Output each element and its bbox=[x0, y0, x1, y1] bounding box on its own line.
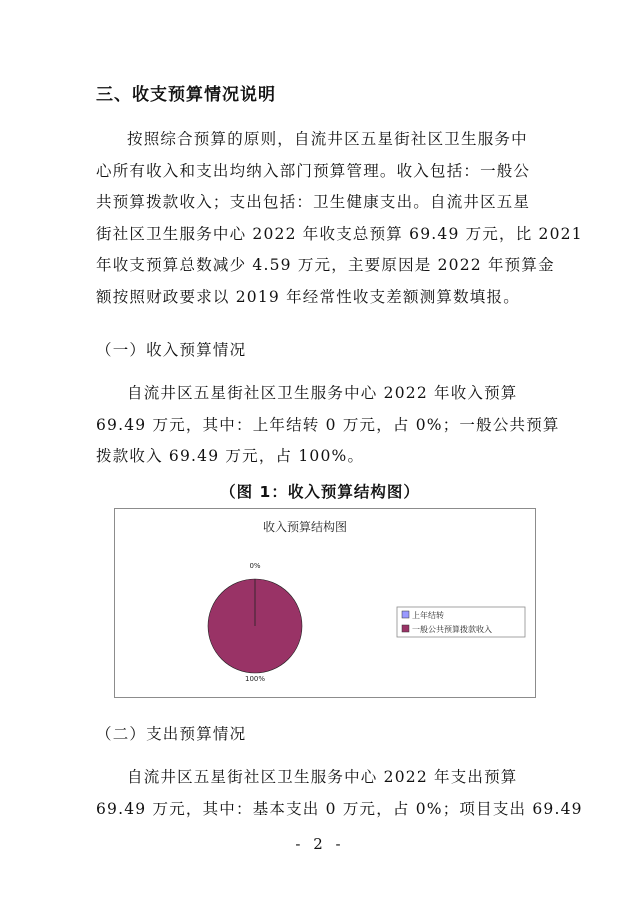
slice-label-general-budget: 100% bbox=[244, 675, 266, 683]
intro-line: 年收支预算总数减少 4.59 万元，主要原因是 2022 年预算金 bbox=[96, 256, 555, 274]
intro-line: 按照综合预算的原则，自流井区五星街社区卫生服务中 bbox=[127, 130, 528, 148]
slice-label-prior-year: 0% bbox=[249, 562, 261, 570]
expense-line: 69.49 万元，其中：基本支出 0 万元，占 0%；项目支出 69.49 bbox=[96, 799, 583, 818]
figure-caption: （图 1：收入预算结构图） bbox=[220, 483, 420, 501]
income-line: 69.49 万元，其中：上年结转 0 万元，占 0%；一般公共预算 bbox=[96, 415, 560, 434]
chart-legend bbox=[397, 607, 525, 637]
legend-label-prior-year: 上年结转 bbox=[412, 611, 444, 620]
legend-label-general-budget: 一般公共预算拨款收入 bbox=[412, 625, 492, 634]
intro-line: 街社区卫生服务中心 2022 年收支总预算 69.49 万元，比 2021 bbox=[96, 224, 583, 243]
expense-subheading: （二）支出预算情况 bbox=[96, 725, 247, 743]
pie-slices bbox=[208, 579, 302, 673]
pie-chart-svg bbox=[115, 509, 535, 697]
income-line: 拨款收入 69.49 万元，占 100%。 bbox=[96, 447, 365, 465]
legend-swatch-prior-year bbox=[402, 611, 409, 618]
expense-line: 自流井区五星街社区卫生服务中心 2022 年支出预算 bbox=[127, 768, 518, 786]
legend-swatch-general-budget bbox=[402, 625, 409, 632]
income-subheading: （一）收入预算情况 bbox=[96, 341, 247, 359]
intro-line: 心所有收入和支出均纳入部门预算管理。收入包括：一般公 bbox=[96, 161, 531, 180]
chart-title: 收入预算结构图 bbox=[262, 520, 348, 534]
expense-paragraph bbox=[96, 762, 583, 825]
intro-line: 共预算拨款收入；支出包括：卫生健康支出。自流井区五星 bbox=[96, 193, 531, 211]
section-heading: 三、收支预算情况说明 bbox=[96, 85, 276, 105]
page-number: - 2 - bbox=[295, 835, 345, 853]
intro-paragraph bbox=[96, 124, 583, 313]
income-line: 自流井区五星街社区卫生服务中心 2022 年收入预算 bbox=[127, 384, 518, 402]
income-pie-chart bbox=[114, 508, 536, 698]
intro-line: 额按照财政要求以 2019 年经常性收支差额测算数填报。 bbox=[96, 287, 520, 306]
income-paragraph bbox=[96, 378, 560, 473]
